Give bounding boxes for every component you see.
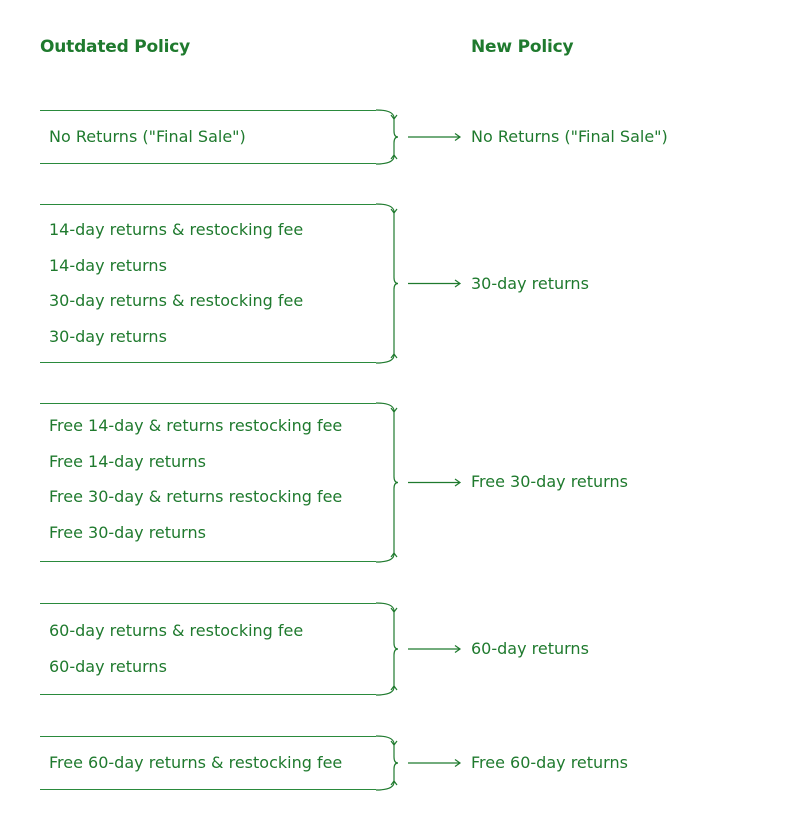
outdated-policy-item: 14-day returns & restocking fee [49, 220, 304, 239]
group-bottom-rule [40, 561, 376, 562]
brace-line [376, 403, 398, 562]
outdated-policy-item: 60-day returns [49, 656, 167, 676]
outdated-policy-item: No Returns ("Final Sale") [49, 127, 246, 146]
mapping-arrow-icon [374, 204, 410, 363]
mapping-arrow-icon [374, 603, 410, 695]
outdated-policy-item: 14-day returns [49, 255, 167, 275]
outdated-policy-item: 60-day returns & restocking fee [49, 621, 304, 640]
outdated-policy-list [49, 119, 246, 155]
group-bottom-rule [40, 694, 376, 695]
new-policy-label: No Returns ("Final Sale") [471, 127, 668, 146]
policy-group-free-30-day [0, 403, 800, 562]
outdated-policy-list [49, 408, 342, 550]
outdated-policy-item: Free 14-day & returns restocking fee [49, 416, 343, 435]
policy-group-60-day [0, 603, 800, 695]
brace-line [376, 204, 398, 363]
group-top-rule [40, 403, 376, 404]
brace-line [376, 603, 398, 695]
mapping-arrow-icon [374, 736, 410, 790]
outdated-policy-item: 30-day returns & restocking fee [49, 291, 304, 310]
outdated-policy-item: Free 30-day & returns restocking fee [49, 487, 343, 506]
outdated-policy-list [49, 212, 303, 354]
outdated-policy-list [49, 613, 303, 684]
group-bottom-rule [40, 163, 376, 164]
policy-group-30-day [0, 204, 800, 363]
outdated-policy-item: Free 14-day returns [49, 451, 206, 471]
policy-group-free-60-day [0, 736, 800, 790]
mapping-arrow-icon [374, 403, 410, 562]
group-top-rule [40, 603, 376, 604]
mapping-arrow-icon [374, 110, 410, 164]
new-policy-label: 30-day returns [471, 274, 589, 293]
group-bottom-rule [40, 789, 376, 790]
new-policy-label: Free 60-day returns [471, 753, 628, 772]
new-policy-label: 60-day returns [471, 639, 589, 658]
outdated-policy-item: 30-day returns [49, 326, 167, 346]
group-top-rule [40, 204, 376, 205]
column-header-new: New Policy [471, 37, 574, 57]
column-header-outdated: Outdated Policy [40, 37, 191, 57]
outdated-policy-item: Free 60-day returns & restocking fee [49, 753, 343, 772]
group-top-rule [40, 736, 376, 737]
new-policy-label: Free 30-day returns [471, 472, 628, 491]
outdated-policy-item: Free 30-day returns [49, 522, 206, 542]
group-bottom-rule [40, 362, 376, 363]
group-top-rule [40, 110, 376, 111]
policy-group-no-returns [0, 110, 800, 164]
outdated-policy-list [49, 745, 342, 781]
